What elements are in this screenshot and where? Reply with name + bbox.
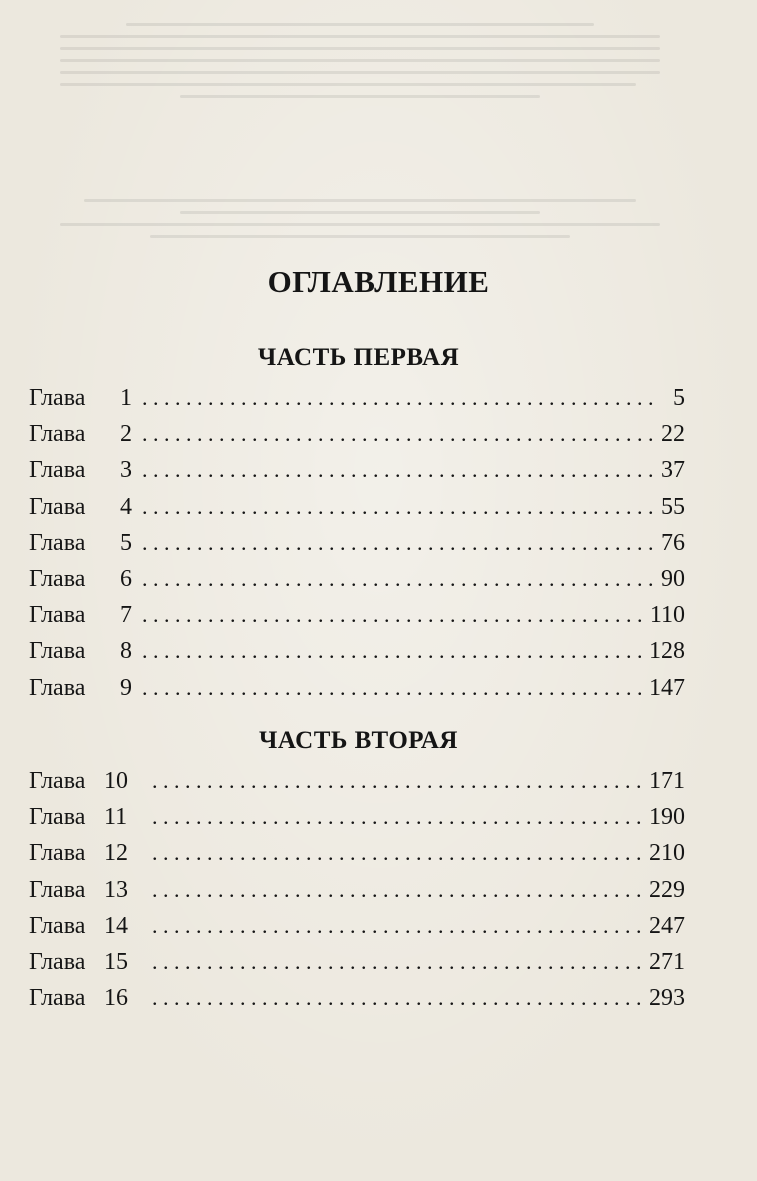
chapter-word: Глава (29, 912, 86, 939)
chapter-word: Глава (29, 638, 86, 665)
page-number: 247 (649, 912, 685, 939)
chapter-word: Глава (29, 674, 86, 701)
toc-entry (29, 763, 685, 799)
dot-leader (142, 633, 641, 669)
toc-entry (29, 980, 685, 1016)
chapter-number: 10 (104, 768, 128, 794)
dot-leader (142, 561, 653, 597)
toc-part-two (29, 763, 685, 1016)
page-number: 37 (661, 457, 685, 484)
toc-entry (29, 799, 685, 835)
page-number: 210 (649, 840, 685, 867)
chapter-word: Глава (29, 985, 86, 1012)
chapter-word: Глава (29, 457, 86, 484)
chapter-word: Глава (29, 421, 86, 448)
dot-leader (142, 597, 642, 633)
toc-part-one (29, 380, 685, 706)
dot-leader (142, 670, 641, 706)
chapter-number: 15 (104, 948, 128, 975)
chapter-number: 4 (120, 493, 132, 520)
page-number: 5 (673, 385, 685, 411)
dot-leader (142, 452, 653, 488)
chapter-number: 7 (120, 602, 132, 629)
chapter-word: Глава (29, 565, 86, 592)
part-two-title: ЧАСТЬ ВТОРАЯ (259, 727, 458, 754)
dot-leader (152, 980, 641, 1016)
dot-leader (152, 872, 641, 908)
dot-leader (142, 380, 657, 416)
chapter-word: Глава (29, 385, 86, 411)
page-number: 55 (661, 493, 685, 520)
chapter-word: Глава (29, 804, 86, 831)
chapter-number: 13 (104, 876, 128, 903)
chapter-number: 14 (104, 912, 128, 939)
chapter-number: 12 (104, 840, 128, 867)
dot-leader (152, 835, 641, 871)
toc-entry (29, 835, 685, 871)
chapter-number: 3 (120, 457, 132, 484)
toc-entry (29, 872, 685, 908)
toc-entry (29, 416, 685, 452)
chapter-number: 5 (120, 529, 132, 556)
chapter-number: 6 (120, 565, 132, 592)
toc-entry (29, 561, 685, 597)
chapter-word: Глава (29, 948, 86, 975)
chapter-number: 11 (104, 804, 128, 831)
dot-leader (142, 525, 653, 561)
chapter-number: 2 (120, 421, 132, 448)
page-number: 190 (649, 804, 685, 831)
toc-title: ОГЛАВЛЕНИЕ (267, 264, 490, 299)
chapter-number: 1 (120, 385, 132, 411)
page-number: 171 (649, 768, 685, 794)
chapter-number: 16 (104, 985, 128, 1012)
page-number: 110 (649, 602, 685, 629)
part-one-title: ЧАСТЬ ПЕРВАЯ (257, 344, 460, 371)
dot-leader (152, 908, 641, 944)
page-number: 90 (661, 565, 685, 592)
toc-entry (29, 944, 685, 980)
dot-leader (152, 799, 641, 835)
page-number: 229 (649, 876, 685, 903)
chapter-word: Глава (29, 602, 86, 629)
page-number: 147 (649, 674, 685, 701)
toc-entry (29, 489, 685, 525)
toc-entry (29, 452, 685, 488)
page-number: 76 (661, 529, 685, 556)
chapter-number: 9 (120, 674, 132, 701)
toc-entry (29, 380, 685, 416)
dot-leader (152, 944, 641, 980)
dot-leader (142, 489, 653, 525)
chapter-word: Глава (29, 493, 86, 520)
bleed-through-text-top (60, 14, 660, 184)
chapter-word: Глава (29, 876, 86, 903)
toc-entry (29, 633, 685, 669)
toc-entry (29, 597, 685, 633)
page-number: 271 (649, 948, 685, 975)
chapter-word: Глава (29, 768, 86, 794)
dot-leader (142, 416, 653, 452)
toc-entry (29, 908, 685, 944)
page-number: 128 (649, 638, 685, 665)
chapter-word: Глава (29, 840, 86, 867)
page-number: 293 (649, 985, 685, 1012)
chapter-word: Глава (29, 529, 86, 556)
chapter-number: 8 (120, 638, 132, 665)
dot-leader (152, 763, 641, 799)
toc-entry (29, 670, 685, 706)
toc-entry (29, 525, 685, 561)
page-number: 22 (661, 421, 685, 448)
